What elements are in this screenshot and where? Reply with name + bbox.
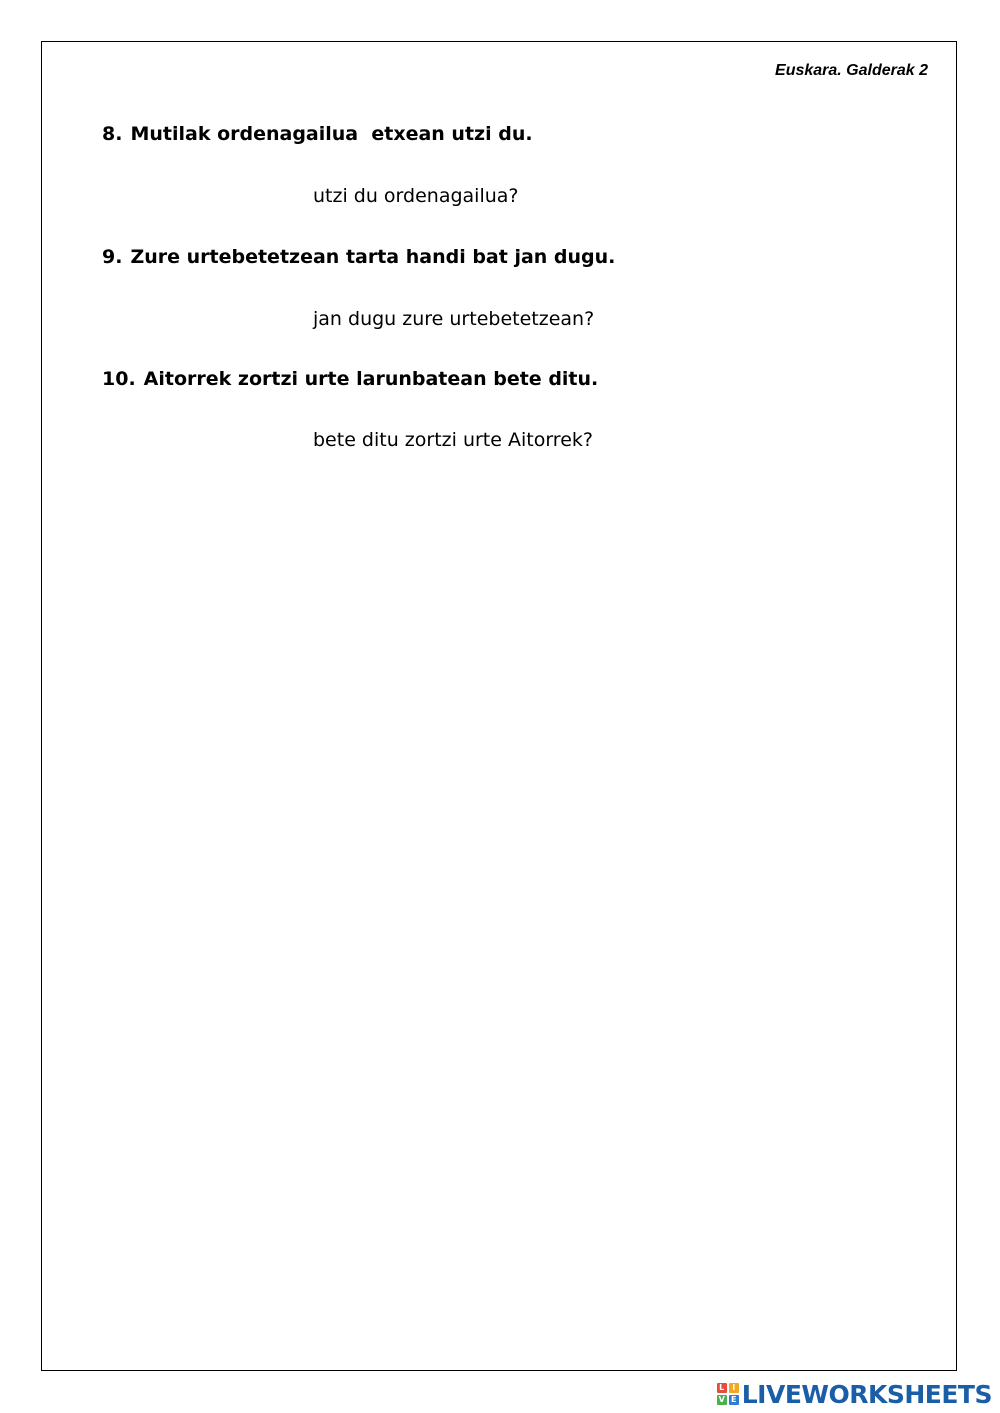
answer-text: utzi du ordenagailua? (313, 185, 519, 207)
worksheet-page (41, 41, 957, 1371)
logo-letter: V (718, 1395, 725, 1404)
question-9 (102, 245, 615, 269)
answer-10 (313, 428, 593, 452)
worksheet-title: Euskara. Galderak 2 (775, 62, 928, 79)
answer-8 (313, 184, 519, 208)
question-text: Aitorrek zortzi urte larunbatean bete ditu. (143, 368, 599, 390)
question-8 (102, 122, 533, 146)
question-text: Mutilak ordenagailua etxean utzi du. (130, 123, 533, 145)
answer-text: bete ditu zortzi urte Aitorrek? (313, 429, 593, 451)
answer-text: jan dugu zure urtebetetzean? (313, 308, 595, 330)
liveworksheets-brand (717, 1379, 992, 1409)
question-number: 9. (102, 246, 123, 268)
question-text: Zure urtebetetzean tarta handi bat jan dugu. (130, 246, 616, 268)
liveworksheets-logo-icon (717, 1383, 739, 1405)
question-number: 10. (102, 368, 136, 390)
liveworksheets-wordmark: LIVEWORKSHEETS (741, 1379, 992, 1409)
question-10 (102, 367, 598, 391)
logo-letter: E (729, 1395, 739, 1405)
question-number: 8. (102, 123, 123, 145)
answer-9 (313, 307, 594, 331)
logo-letter: L (717, 1383, 727, 1393)
logo-letter: I (729, 1383, 739, 1393)
